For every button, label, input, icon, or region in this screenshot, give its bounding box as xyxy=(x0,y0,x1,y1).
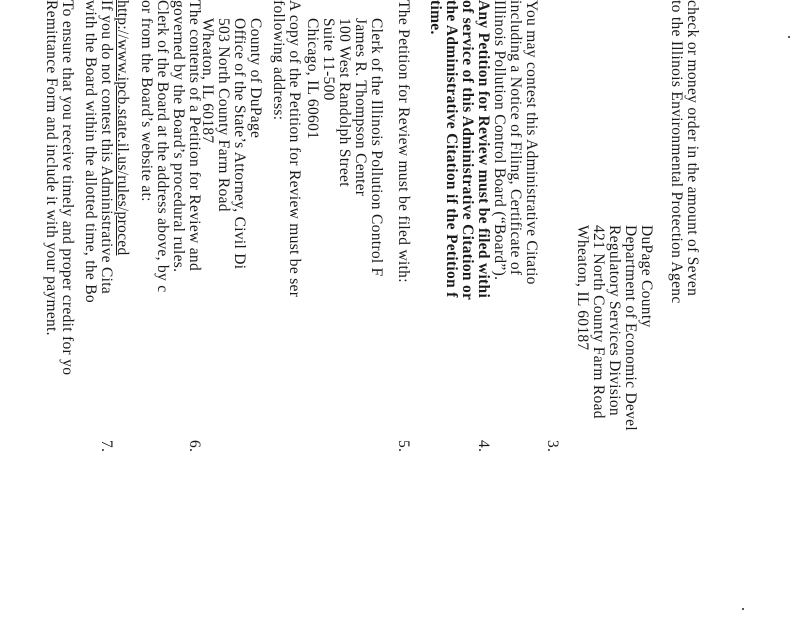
agency-line: to the Illinois Environmental Protection Agenc xyxy=(668,0,685,304)
clerk-address-line-2: James R. Thompson Center xyxy=(352,18,369,197)
item-7-line-2: with the Board within the allotted time, the Bo xyxy=(82,0,99,303)
item-4-line-4: time. xyxy=(427,0,444,35)
county-attorney-line-2: Office of the State’s Attorney, Civil Di xyxy=(231,18,248,270)
item-4-line-2: of service of this Administrative Citation or xyxy=(459,0,476,301)
county-department: Department of Economic Devel xyxy=(622,225,639,431)
scan-speck xyxy=(742,608,744,610)
clerk-address-line-4: Suite 11-500 xyxy=(320,18,337,101)
item-6-number: 6. xyxy=(186,440,203,453)
item-5-line-1: The Petition for Review must be filed with: xyxy=(395,0,412,283)
county-street: 421 North County Farm Road xyxy=(590,225,607,419)
copy-instruction-line-2: following address: xyxy=(270,0,287,121)
item-4-number: 4. xyxy=(475,440,492,453)
scan-speck xyxy=(788,36,790,38)
item-3-number: 3. xyxy=(544,440,561,453)
clerk-address-line-1: Clerk of the Illinois Pollution Control F xyxy=(368,18,385,277)
county-attorney-line-4: Wheaton, IL 60187 xyxy=(199,18,216,144)
item-4-line-3: the Administrative Citation if the Petition f xyxy=(443,0,460,298)
item-3-line-3: Illinois Pollution Control Board (“Board”). xyxy=(491,0,508,281)
item-3-line-1: You may contest this Administrative Citatio xyxy=(523,0,540,285)
check-amount-line: check or money order in the amount of Seven xyxy=(684,0,701,297)
county-attorney-line-1: County of DuPage xyxy=(247,18,264,139)
county-city: Wheaton, IL 60187 xyxy=(574,225,591,351)
county-attorney-line-3: 503 North County Farm Road xyxy=(215,18,232,212)
item-6-line-3: Clerk of the Board at the address above, by c xyxy=(154,0,171,293)
item-3-line-2: including a Notice of Filing, Certificate of xyxy=(507,0,524,276)
procedural-rules-link[interactable]: http://www.ipcb.state.il.us/rules/proced xyxy=(114,0,131,256)
item-6-line-1: The contents of a Petition for Review and xyxy=(186,0,203,271)
copy-instruction-line-1: A copy of the Petition for Review must be ser xyxy=(286,0,303,298)
item-7-number: 7. xyxy=(98,440,115,453)
remittance-line-1: To ensure that you receive timely and proper credit for yo xyxy=(59,0,76,376)
item-6-line-4: or from the Board’s website at: xyxy=(138,0,155,202)
county-name: DuPage County xyxy=(638,225,655,328)
item-5-number: 5. xyxy=(395,440,412,453)
county-division: Regulatory Services Division xyxy=(606,225,623,416)
item-7-line-1: If you do not contest this Administrative Cita xyxy=(98,0,115,295)
remittance-line-2: Remittance Form and include it with your payment. xyxy=(43,0,60,336)
item-4-line-1: Any Petition for Review must be filed withi xyxy=(475,0,492,299)
clerk-address-line-5: Chicago, IL 60601 xyxy=(304,18,321,140)
item-6-line-2: governed by the Board’s procedural rules. xyxy=(170,0,187,273)
clerk-address-line-3: 100 West Randolph Street xyxy=(336,18,353,187)
